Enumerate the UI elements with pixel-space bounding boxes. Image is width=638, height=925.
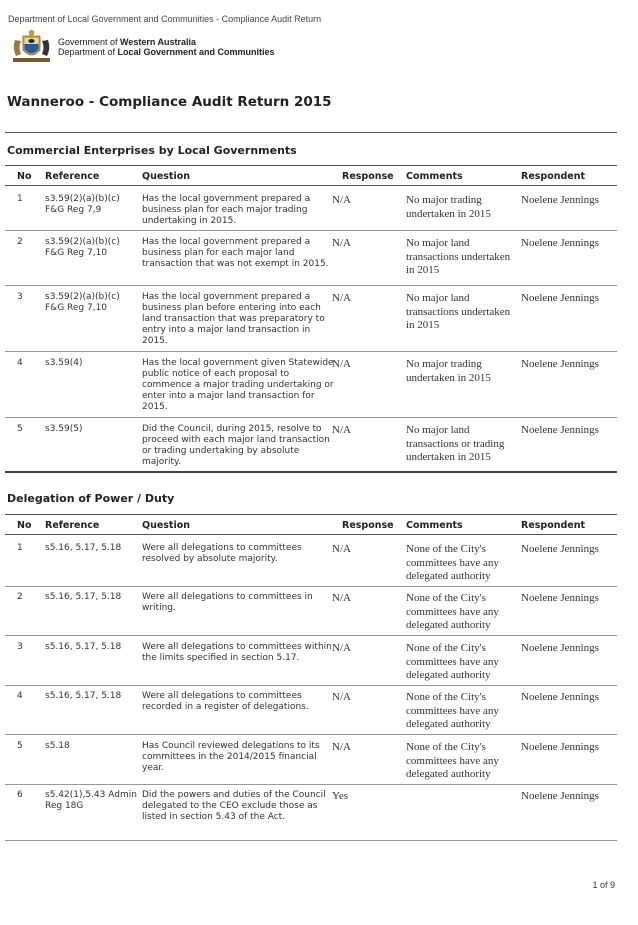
row-reference: s3.59(2)(a)(b)(c) F&G Reg 7,10 (45, 292, 120, 313)
divider (5, 230, 617, 231)
row-reference: s5.16, 5.17, 5.18 (45, 691, 122, 701)
row-number: 2 (17, 592, 23, 602)
row-question: Has the local government prepared a business plan for each major land transaction that was not exempt in 2015. (142, 237, 329, 269)
row-question: Were all delegations to committees in writing. (142, 592, 313, 613)
row-comments: No major trading undertaken in 2015 (406, 194, 491, 220)
column-header-reference: Reference (45, 171, 100, 182)
row-respondent: Noelene Jennings (521, 194, 599, 206)
row-number: 3 (17, 292, 23, 302)
row-reference: s5.42(1),5.43 Admin Reg 18G (45, 790, 137, 811)
divider (5, 635, 617, 636)
row-question: Did the Council, during 2015, resolve to proceed with each major land transaction or trading undertaking by absolute majority. (142, 424, 330, 467)
divider (5, 417, 617, 418)
row-reference: s5.18 (45, 741, 70, 751)
row-question: Has the local government prepared a business plan for each major trading undertaking in 2015. (142, 194, 311, 226)
column-header-response: Response (342, 520, 394, 531)
divider (5, 351, 617, 352)
divider (5, 734, 617, 735)
divider (5, 471, 617, 473)
row-number: 5 (17, 741, 23, 751)
row-respondent: Noelene Jennings (521, 424, 599, 436)
page-number: 1 of 9 (592, 880, 615, 890)
row-respondent: Noelene Jennings (521, 592, 599, 604)
row-response: N/A (332, 543, 351, 555)
row-comments: None of the City's committees have any delegated authority (406, 592, 499, 631)
row-respondent: Noelene Jennings (521, 790, 599, 802)
row-response: N/A (332, 194, 351, 206)
divider (5, 534, 617, 535)
row-reference: s5.16, 5.17, 5.18 (45, 642, 122, 652)
row-response: Yes (332, 790, 349, 802)
column-header-respondent: Respondent (521, 520, 586, 531)
divider (5, 685, 617, 686)
row-comments: No major land transactions undertaken in 2015 (406, 292, 511, 331)
page-title: Wanneroo - Compliance Audit Return 2015 (7, 94, 332, 110)
row-respondent: Noelene Jennings (521, 292, 599, 304)
column-header-no: No (17, 520, 32, 531)
row-question: Were all delegations to committees recorded in a register of delegations. (142, 691, 309, 712)
row-response: N/A (332, 424, 351, 436)
column-header-comments: Comments (406, 520, 463, 531)
row-response: N/A (332, 292, 351, 304)
row-respondent: Noelene Jennings (521, 358, 599, 370)
row-number: 4 (17, 691, 23, 701)
column-header-response: Response (342, 171, 394, 182)
row-number: 6 (17, 790, 23, 800)
row-question: Has the local government prepared a business plan before entering into each land transaction that was preparatory to entry into a major land transaction in 2015. (142, 292, 325, 346)
row-respondent: Noelene Jennings (521, 691, 599, 703)
row-question: Did the powers and duties of the Council delegated to the CEO exclude those as listed in section 5.43 of the Act. (142, 790, 326, 822)
row-response: N/A (332, 741, 351, 753)
divider (5, 165, 617, 166)
row-question: Were all delegations to committees within the limits specified in section 5.17. (142, 642, 332, 663)
row-number: 1 (17, 543, 23, 553)
row-comments: None of the City's committees have any delegated authority (406, 741, 499, 780)
row-respondent: Noelene Jennings (521, 237, 599, 249)
column-header-reference: Reference (45, 520, 100, 531)
row-number: 2 (17, 237, 23, 247)
row-response: N/A (332, 642, 351, 654)
row-reference: s3.59(2)(a)(b)(c) F&G Reg 7,10 (45, 237, 120, 258)
row-reference: s5.16, 5.17, 5.18 (45, 543, 122, 553)
column-header-question: Question (142, 520, 191, 531)
divider (5, 840, 617, 841)
column-header-respondent: Respondent (521, 171, 586, 182)
divider (5, 514, 617, 515)
section-title: Commercial Enterprises by Local Governments (7, 144, 297, 157)
row-response: N/A (332, 358, 351, 370)
row-comments: None of the City's committees have any delegated authority (406, 642, 499, 681)
row-number: 5 (17, 424, 23, 434)
row-number: 3 (17, 642, 23, 652)
row-respondent: Noelene Jennings (521, 741, 599, 753)
wa-government-crest-logo (9, 30, 54, 66)
row-number: 4 (17, 358, 23, 368)
department-name: Department of Local Government and Communities (58, 47, 275, 57)
divider (5, 185, 617, 186)
row-reference: s3.59(4) (45, 358, 83, 368)
row-reference: s5.16, 5.17, 5.18 (45, 592, 122, 602)
divider (5, 132, 617, 133)
row-comments: No major land transactions or trading undertaken in 2015 (406, 424, 505, 463)
column-header-no: No (17, 171, 32, 182)
row-response: N/A (332, 691, 351, 703)
row-comments: None of the City's committees have any delegated authority (406, 543, 499, 582)
row-comments: No major trading undertaken in 2015 (406, 358, 491, 384)
row-number: 1 (17, 194, 23, 204)
row-comments: None of the City's committees have any delegated authority (406, 691, 499, 730)
document-header-line: Department of Local Government and Communities - Compliance Audit Return (8, 14, 322, 24)
row-question: Were all delegations to committees resolved by absolute majority. (142, 543, 302, 564)
row-response: N/A (332, 237, 351, 249)
row-comments: No major land transactions undertaken in 2015 (406, 237, 511, 276)
divider (5, 784, 617, 785)
divider (5, 285, 617, 286)
row-question: Has Council reviewed delegations to its committees in the 2014/2015 financial year. (142, 741, 320, 773)
government-name: Government of Western Australia (58, 37, 197, 47)
row-response: N/A (332, 592, 351, 604)
row-respondent: Noelene Jennings (521, 543, 599, 555)
row-reference: s3.59(2)(a)(b)(c) F&G Reg 7,9 (45, 194, 120, 215)
row-reference: s3.59(5) (45, 424, 83, 434)
section-title: Delegation of Power / Duty (7, 492, 175, 505)
column-header-comments: Comments (406, 171, 463, 182)
row-respondent: Noelene Jennings (521, 642, 599, 654)
column-header-question: Question (142, 171, 191, 182)
divider (5, 586, 617, 587)
row-question: Has the local government given Statewide public notice of each proposal to commence a major trading undertaking or enter into a major land transaction for 2015. (142, 358, 334, 412)
